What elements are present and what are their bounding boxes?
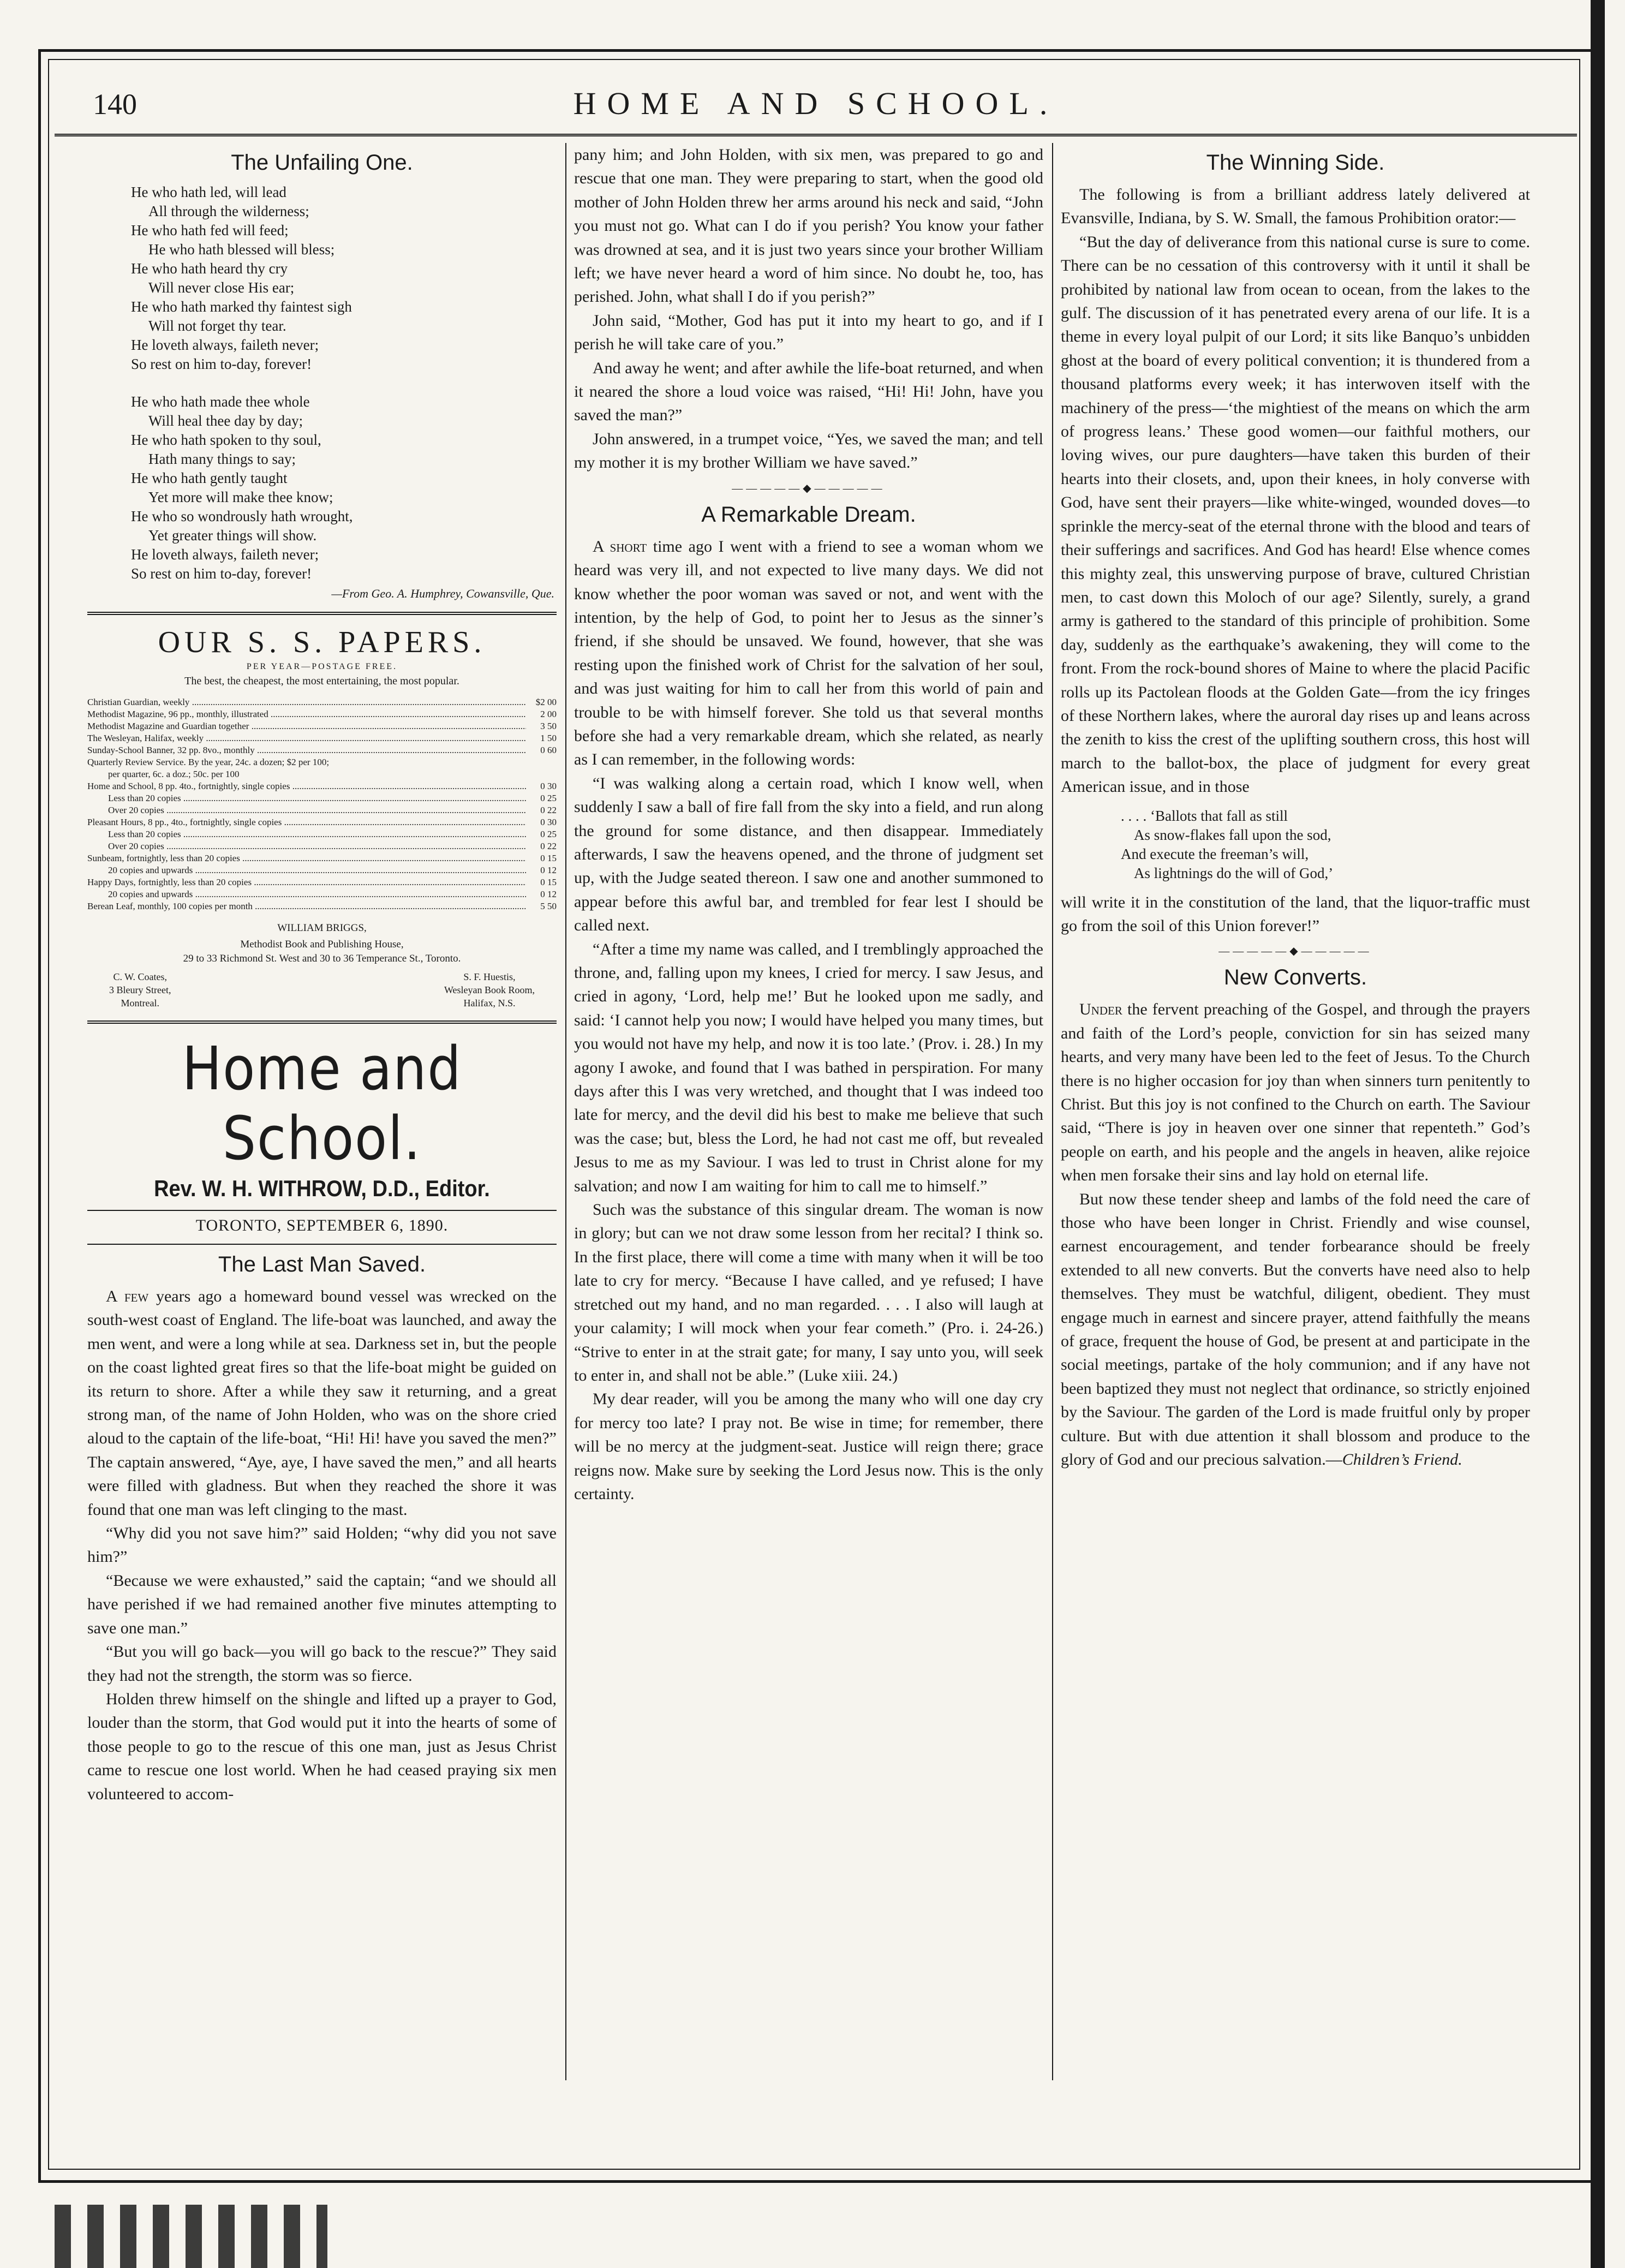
price-row xyxy=(87,876,557,888)
price-row xyxy=(87,708,557,720)
price-value: 2 00 xyxy=(540,709,557,719)
papers-tagline: The best, the cheapest, the most entertaining, the most popular. xyxy=(184,675,459,687)
price-value: 0 25 xyxy=(540,793,557,803)
verse-line: He who so wondrously hath wrought, xyxy=(131,508,353,524)
column-rule-1 xyxy=(565,143,566,2080)
poem-title: The Unfailing One. xyxy=(231,151,413,175)
poem-stanza-2 xyxy=(131,392,557,583)
price-label: Less than 20 copies ..... xyxy=(108,792,526,804)
papers-title: OUR S. S. PAPERS. xyxy=(158,625,486,659)
price-value: 0 22 xyxy=(540,841,557,851)
verse-line: He who hath blessed will bless; xyxy=(148,241,335,258)
article-body-dream xyxy=(574,535,1043,1506)
section-rule xyxy=(87,1020,557,1026)
paragraph: Under the fervent preaching of the Gospel, and through the prayers and faith of the Lord’s people, conviction for sin has seized many hearts, and very many have been led to the feet of Jesus. To the Church there is no higher occasion for joy than when sinners turn penitently to Christ. But this joy is not confined to the Church on earth. The Saviour said, “There is joy in heaven over one sinner that repenteth.” God’s people on earth, and his people and the angels in heaven, alike rejoice when men forsake their sins and lay hold on eternal life. xyxy=(1061,1000,1530,1185)
price-value: 0 15 xyxy=(540,877,557,887)
dateline-rule-bottom xyxy=(87,1244,557,1245)
price-row xyxy=(87,768,557,780)
dateline-rule-top xyxy=(87,1210,557,1211)
price-value xyxy=(526,756,557,768)
agents xyxy=(109,970,535,1010)
verse-line: He loveth always, faileth never; xyxy=(131,337,319,353)
masthead-title: Home and School. xyxy=(182,1034,462,1173)
article-body-new-converts xyxy=(1061,998,1530,1471)
price-label: Over 20 copies ..... xyxy=(108,804,526,816)
running-title: HOME AND SCHOOL. xyxy=(573,86,1059,121)
verse-line: He who hath fed will feed; xyxy=(131,222,289,238)
publisher-address: 29 to 33 Richmond St. West and 30 to 36 Temperance St., Toronto. xyxy=(183,953,461,964)
winning-side-body: “But the day of deliverance from this national curse is sure to come. There can be no cessation of this controversy with it until it shall be prohibited by national law from ocean to ocean, from the lakes to the gulf. The discussion of it has penetrated every arena of our life. It is a theme in every loyal pulpit of our Lord; it sits like Banquo’s unbidden ghost at the board of every political convention; it is thundered from a thousand platforms every week; it has interwoven itself with the machinery of the press—‘the mightiest of the means on which the arm of progress leans.’ These good women—our faithful mothers, our loving wives, our pure daughters—have taken this burden of their hearts into their closets, and, upon their knees, in holy converse with God, have sent their prayers—like white-winged, wounded doves—to sprinkle the mercy-seat of the eternal throne with the blood and tears of their sufferings and sacrifices. And God has heard! Else whence comes this mighty zeal, this unswerving purpose of brave, cultured Christian men, to cast down this Moloch of our age? Silently, surely, a grand army is gathered to the standard of this principle of prohibition. Some day, suddenly as the earthquake’s awakening, they will come to the front. From the rock-bound shores of Maine to where the placid Pacific rolls up its Pactolean floods at the Golden Gate—from the icy fringes of these Northern lakes, where the auroral day rises up and leans across the zenith to kiss the crest of the uplifting southern cross, this host will march to the ballot-box, the place of judgment for every great American issue, and in those xyxy=(1061,232,1530,796)
poem-stanza-1 xyxy=(131,183,557,374)
page-header xyxy=(55,81,1577,141)
verse-line: He who hath made thee whole xyxy=(131,393,310,410)
paragraph: My dear reader, will you be among the many who will one day cry for mercy too late? I pray not. Be wise in time; for remember, there will be no mercy at the judgment-seat. Justice will reign there; grace reigns now. Make sure by seeking the Lord Jesus now. This is the only certainty. xyxy=(574,1390,1043,1503)
dateline: TORONTO, SEPTEMBER 6, 1890. xyxy=(195,1216,449,1234)
verse-line: Will not forget thy tear. xyxy=(148,318,286,334)
paragraph: “But you will go back—you will go back to the rescue?” They said they had not the strength, the storm was so fierce. xyxy=(87,1643,557,1685)
ornament-divider: ―――――◆――――― xyxy=(1218,945,1372,958)
header-rule xyxy=(55,134,1577,140)
publisher-house: Methodist Book and Publishing House, xyxy=(240,939,404,950)
paragraph: A short time ago I went with a friend to see a woman whom we heard was very ill, and not expected to live many days. We did not know whether the poor woman was saved or not, and went with the intention, by the help of God, to point her to Jesus as the sinner’s friend, if she should be unsaved. We found, however, that she was resting upon the finished work of Christ for the salvation of her soul, and was just waiting for him to call her from this world of pain and trouble to be with himself forever. She told us that several months before she had a very remarkable dream, which she related, as nearly as I can remember, in the following words: xyxy=(574,537,1043,769)
verse-line: Hath many things to say; xyxy=(148,451,296,467)
paragraph: pany him; and John Holden, with six men, was prepared to go and rescue that one man. They were preparing to start, when the good old mother of John Holden threw her arms around his neck and said, “John you must not go. What can I do if you perish? You know your father was drowned at sea, and it is just two years since your brother William left; we have never heard a word of him since. No doubt he, too, has perished. John, what shall I do if you perish?” xyxy=(574,146,1043,306)
article-title-last-man: The Last Man Saved. xyxy=(218,1252,426,1276)
verse-line: All through the wilderness; xyxy=(148,203,309,219)
price-label: Less than 20 copies ..... xyxy=(108,828,526,840)
price-row xyxy=(87,780,557,792)
agent-right: S. F. Huestis, Wesleyan Book Room, Halifax, N.S. xyxy=(444,971,535,1008)
verse-line: Yet greater things will show. xyxy=(148,527,317,544)
verse-line: And execute the freeman’s will, xyxy=(1121,845,1309,862)
price-label: 20 copies and upwards ..... xyxy=(108,888,526,900)
paragraph: A few years ago a homeward bound vessel was wrecked on the south-west coast of England. The life-boat was launched, and away the men went, and were a long while at sea. Darkness set in, but the people on the coast lighted great fires so that the life-boat might be guided on its return to shore. After a while they saw it returning, and a great strong man, of the name of John Holden, who was on the shore cried aloud to the captain of the life-boat, “Hi! Hi! have you saved the men?” The captain answered, “Aye, aye, I have saved the men,” and all hearts were filled with gladness. But when they reached the shore it was found that one man was left clinging to the mast. xyxy=(87,1287,557,1519)
column-left xyxy=(87,143,557,2080)
verse-line: He who hath heard thy cry xyxy=(131,260,288,277)
article-body-last-man xyxy=(87,1285,557,1806)
price-row xyxy=(87,756,557,768)
article-title-new-converts: New Converts. xyxy=(1223,965,1367,990)
price-row xyxy=(87,732,557,744)
price-label: Quarterly Review Service. By the year, 24c. a dozen; $2 per 100; xyxy=(87,757,330,767)
price-row xyxy=(87,888,557,900)
price-row xyxy=(87,816,557,828)
article-title-dream: A Remarkable Dream. xyxy=(701,502,916,527)
price-value: 0 30 xyxy=(540,781,557,791)
column-right xyxy=(1061,143,1530,2080)
price-value: 5 50 xyxy=(540,901,557,911)
price-value: 0 12 xyxy=(540,889,557,899)
verse-line: So rest on him to-day, forever! xyxy=(131,356,312,372)
price-value: $2 00 xyxy=(535,697,557,707)
paragraph: “Why did you not save him?” said Holden; “why did you not save him?” xyxy=(87,1524,557,1566)
column-middle xyxy=(574,143,1043,2080)
paragraph: “Because we were exhausted,” said the captain; “and we should all have perished if we had remained another five minutes attempting to save one man.” xyxy=(87,1571,557,1637)
price-row xyxy=(87,840,557,852)
price-label: Over 20 copies ..... xyxy=(108,840,526,852)
price-value: 3 50 xyxy=(540,721,557,731)
verse-line: Will never close His ear; xyxy=(148,279,295,296)
torn-paper-scrap xyxy=(55,2205,327,2268)
paragraph: John said, “Mother, God has put it into my heart to go, and if I perish he will take care of you.” xyxy=(574,311,1043,354)
price-label: Methodist Magazine, 96 pp., monthly, illustrated ..... xyxy=(87,708,526,720)
price-label: Christian Guardian, weekly ..... xyxy=(87,696,526,708)
price-label: Berean Leaf, monthly, 100 copies per month ..... xyxy=(87,900,526,912)
price-row xyxy=(87,696,557,708)
price-label: Methodist Magazine and Guardian together ..... xyxy=(87,720,526,732)
price-row xyxy=(87,720,557,732)
verse-line: He loveth always, faileth never; xyxy=(131,546,319,563)
page-number: 140 xyxy=(93,88,137,121)
column-rule-2 xyxy=(1052,143,1053,2080)
verse-line: He who hath marked thy faintest sigh xyxy=(131,299,352,315)
verse-line: He who hath led, will lead xyxy=(131,184,286,200)
paragraph: But now these tender sheep and lambs of the fold need the care of those who have been longer in Christ. Friendly and wise counsel, earnest encouragement, and tender forbearance should be freely extended to all new converts. But the converts have need also to help themselves. They must be watchful, diligent, obedient. They must engage much in earnest and sincere prayer, attend faithfully the means of grace, frequent the house of God, be present at and participate in the social meetings, partake of the holy communion; and if any have not been baptized they must not neglect that ordinance, so strictly enjoined by the Saviour. The garden of the Lord is made fruitful only by proper culture. But with due attention it shall blossom and produce to the glory of God and our precious salvation.—Children’s Friend. xyxy=(1061,1190,1530,1469)
verse-line: He who hath spoken to thy soul, xyxy=(131,432,321,448)
paragraph: “I was walking along a certain road, which I know well, when suddenly I saw a ball of fire fall from the sky into a field, and run along the ground for some distance, and then disappear. Immediately afterwards, I saw the heavens opened, and the throne of judgment set up, with the Judge seated thereon. I saw one and another summoned to appear before this awful bar, and trembled for fear lest I should be called next. xyxy=(574,774,1043,935)
agent-left: C. W. Coates, 3 Bleury Street, Montreal. xyxy=(109,971,171,1008)
verse-line: . . . . ‘Ballots that fall as still xyxy=(1121,807,1288,824)
price-value: 0 15 xyxy=(540,853,557,863)
winning-side-conclusion: will write it in the constitution of the land, that the liquor-traffic must go from the soil of this Union forever!” xyxy=(1061,893,1530,935)
paragraph: Such was the substance of this singular dream. The woman is now in glory; but can we not draw some lesson from her recital? I think so. In the first place, there will come a time with many when it will be too late to cry for mercy. “Because I have called, and ye refused; I have stretched out my hand, and no man regarded. . . . I also will laugh at your calamity; I will mock when your fear cometh.” (Pro. i. 24-26.) “Strive to enter in at the strait gate; for many, I say unto you, will seek to enter in, and shall not be able.” (Luke xiii. 24.) xyxy=(574,1201,1043,1384)
verse-line: He who hath gently taught xyxy=(131,470,288,486)
verse-line: Yet more will make thee know; xyxy=(148,489,333,505)
section-rule xyxy=(87,612,557,617)
price-row xyxy=(87,744,557,756)
price-row xyxy=(87,864,557,876)
publisher-name: WILLIAM BRIGGS, xyxy=(277,922,367,934)
winning-side-verse xyxy=(1121,807,1530,883)
price-row xyxy=(87,804,557,816)
price-row xyxy=(87,828,557,840)
paragraph: And away he went; and after awhile the life-boat returned, and when it neared the shore a loud voice was raised, “Hi! Hi! John, have you saved the man?” xyxy=(574,359,1043,425)
price-label: Happy Days, fortnightly, less than 20 copies ..... xyxy=(87,876,526,888)
price-list xyxy=(87,696,557,912)
article-title-winning-side: The Winning Side. xyxy=(1206,151,1385,175)
price-label: Sunday-School Banner, 32 pp. 8vo., monthly ..... xyxy=(87,744,526,756)
price-value: 0 22 xyxy=(540,805,557,815)
price-value xyxy=(526,768,557,780)
price-label: 20 copies and upwards ..... xyxy=(108,864,526,876)
price-row xyxy=(87,852,557,864)
papers-subtitle: PER YEAR—POSTAGE FREE. xyxy=(246,662,398,671)
price-value: 0 30 xyxy=(540,817,557,827)
paragraph: John answered, in a trumpet voice, “Yes, we saved the man; and tell my mother it is my brother William we have saved.” xyxy=(574,429,1043,472)
verse-line: Will heal thee day by day; xyxy=(148,413,303,429)
price-value: 0 25 xyxy=(540,829,557,839)
price-value: 0 12 xyxy=(540,865,557,875)
verse-line: As snow-flakes fall upon the sod, xyxy=(1134,826,1331,843)
paragraph: “After a time my name was called, and I tremblingly approached the throne, and, falling upon my knees, I cried for mercy. I saw Jesus, and cried in agony, ‘Lord, help me!’ But he looked upon me sadly, and said: ‘I cannot help you now; I would have helped you many times, but you would not have my help, and now it is too late.’ (Prov. i. 28.) In my agony I awoke, and found that I was bathed in perspiration. For many days after this I was very wretched, and thought that I was indeed too late for mercy, and the devil did his best to make me believe that such was the case; but, bless the Lord, he had not cast me off, but revealed Jesus to me as my Saviour. I was led to trust in Christ alone for my salvation; and now I am waiting for him to call me to himself.” xyxy=(574,940,1043,1195)
article-continued-last-man xyxy=(574,143,1043,475)
price-row xyxy=(87,792,557,804)
price-row xyxy=(87,900,557,912)
price-label: Sunbeam, fortnightly, less than 20 copies ..... xyxy=(87,852,526,864)
paragraph: Holden threw himself on the shingle and lifted up a prayer to God, louder than the storm, that God would put it into the hearts of some of those people to go to the rescue of this one man, just as Jesus Christ came to rescue one lost world. When he had ceased praying six men volunteered to accom- xyxy=(87,1690,557,1803)
article-credit: Children’s Friend. xyxy=(1342,1451,1462,1469)
price-label: Pleasant Hours, 8 pp., 4to., fortnightly, single copies ..... xyxy=(87,816,526,828)
price-label: Home and School, 8 pp. 4to., fortnightly, single copies ..... xyxy=(87,780,526,792)
price-label: per quarter, 6c. a doz.; 50c. per 100 xyxy=(108,769,240,779)
winning-side-intro: The following is from a brilliant address lately delivered at Evansville, Indiana, by S. W. Small, the famous Prohibition orator:— xyxy=(1061,186,1530,228)
price-label: The Wesleyan, Halifax, weekly ..... xyxy=(87,732,526,744)
masthead-editor: Rev. W. H. WITHROW, D.D., Editor. xyxy=(154,1176,490,1202)
poem-credit: —From Geo. A. Humphrey, Cowansville, Que. xyxy=(331,587,554,600)
ornament-divider: ―――――◆――――― xyxy=(732,482,886,494)
price-value: 1 50 xyxy=(540,733,557,743)
verse-line: As lightnings do the will of God,’ xyxy=(1134,864,1334,881)
price-value: 0 60 xyxy=(540,745,557,755)
verse-line: So rest on him to-day, forever! xyxy=(131,565,312,582)
